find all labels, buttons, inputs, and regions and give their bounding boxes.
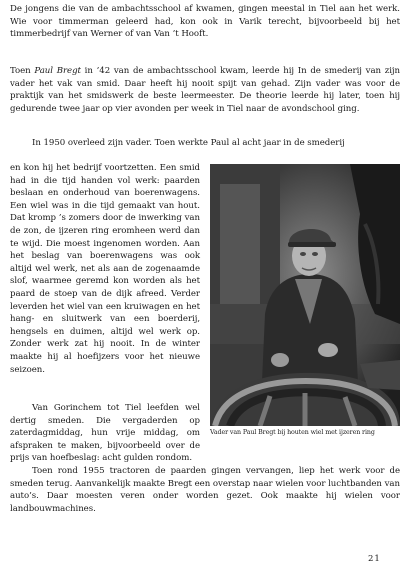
photo-caption: Vader van Paul Bregt bij houten wiel met ijzeren ring — [210, 429, 375, 436]
blacksmith-photo — [210, 164, 400, 426]
person-name: Paul Bregt — [34, 66, 81, 76]
paragraph-paul-bregt — [10, 65, 400, 115]
paragraph-lead: Toen — [10, 66, 35, 76]
paragraph-1955: Toen rond 1955 tractoren de paarden gingen vervangen, liep het werk voor de smeden terug. Aanvankelijk maakte Bregt een overstap naar wielen voor luchtbanden van auto’s. Daar moesten veren onder worden gezet. Ook maakte hij wielen voor landbouwmachines. — [10, 466, 400, 514]
paragraph-1950: In 1950 overleed zijn vader. Toen werkte Paul al acht jaar in de smederij — [32, 138, 345, 148]
page-number: 21 — [368, 554, 381, 564]
paragraph-gorinchem: Van Gorinchem tot Tiel leefden wel dertig smeden. Die vergaderden op zaterdagmiddag, hun vrije middag, om afspraken te maken, bijvoorbeeld over de prijs van hoefbeslag: acht gulden rondom. — [10, 403, 200, 464]
paragraph-smid-work: en kon hij het bedrijf voortzetten. Een smid had in die tijd handen vol werk: paarden beslaan en onderhoud van boerenwagens. Een wiel was in die tijd gemaakt van hout. Dat kromp ’s zomers door de inwerking van de zon, de ijzeren ring eromheen werd dan te wijd. Die moest ingenomen worden. Aan het beslag van boerenwagens was ook altijd wel werk, net als aan de zogenaamde slof, waarmee geremd kon worden als het paard de stoep van de dijk afreed. Verder leverden het wiel van een kruiwagen en het hang- en sluitwerk van een boerderij, hengsels en duimen, altijd wel werk op. Zonder werk zat hij nooit. In de winter maakte hij al hoefijzers voor het nieuwe seizoen. — [10, 163, 200, 375]
paragraph-body: in ’42 van de ambachtsschool kwam, leerde hij In de smederij van zijn vader het vak van smid. Daar heeft hij nooit spijt van gehad. Zijn vader was voor de praktijk van het smidswerk de beste leermeester. De theorie leerde hij later, toen hij gedurende twee jaar op vier avonden per week in Tiel naar de avondschool ging. — [10, 66, 401, 114]
paragraph-intro: De jongens die van de ambachtsschool af kwamen, gingen meestal in Tiel aan het werk. Wie voor timmerman geleerd had, kon ook in Varik terecht, bijvoorbeeld bij het timmerbedrijf van Werner of van Van ’t Hooft. — [10, 4, 400, 40]
